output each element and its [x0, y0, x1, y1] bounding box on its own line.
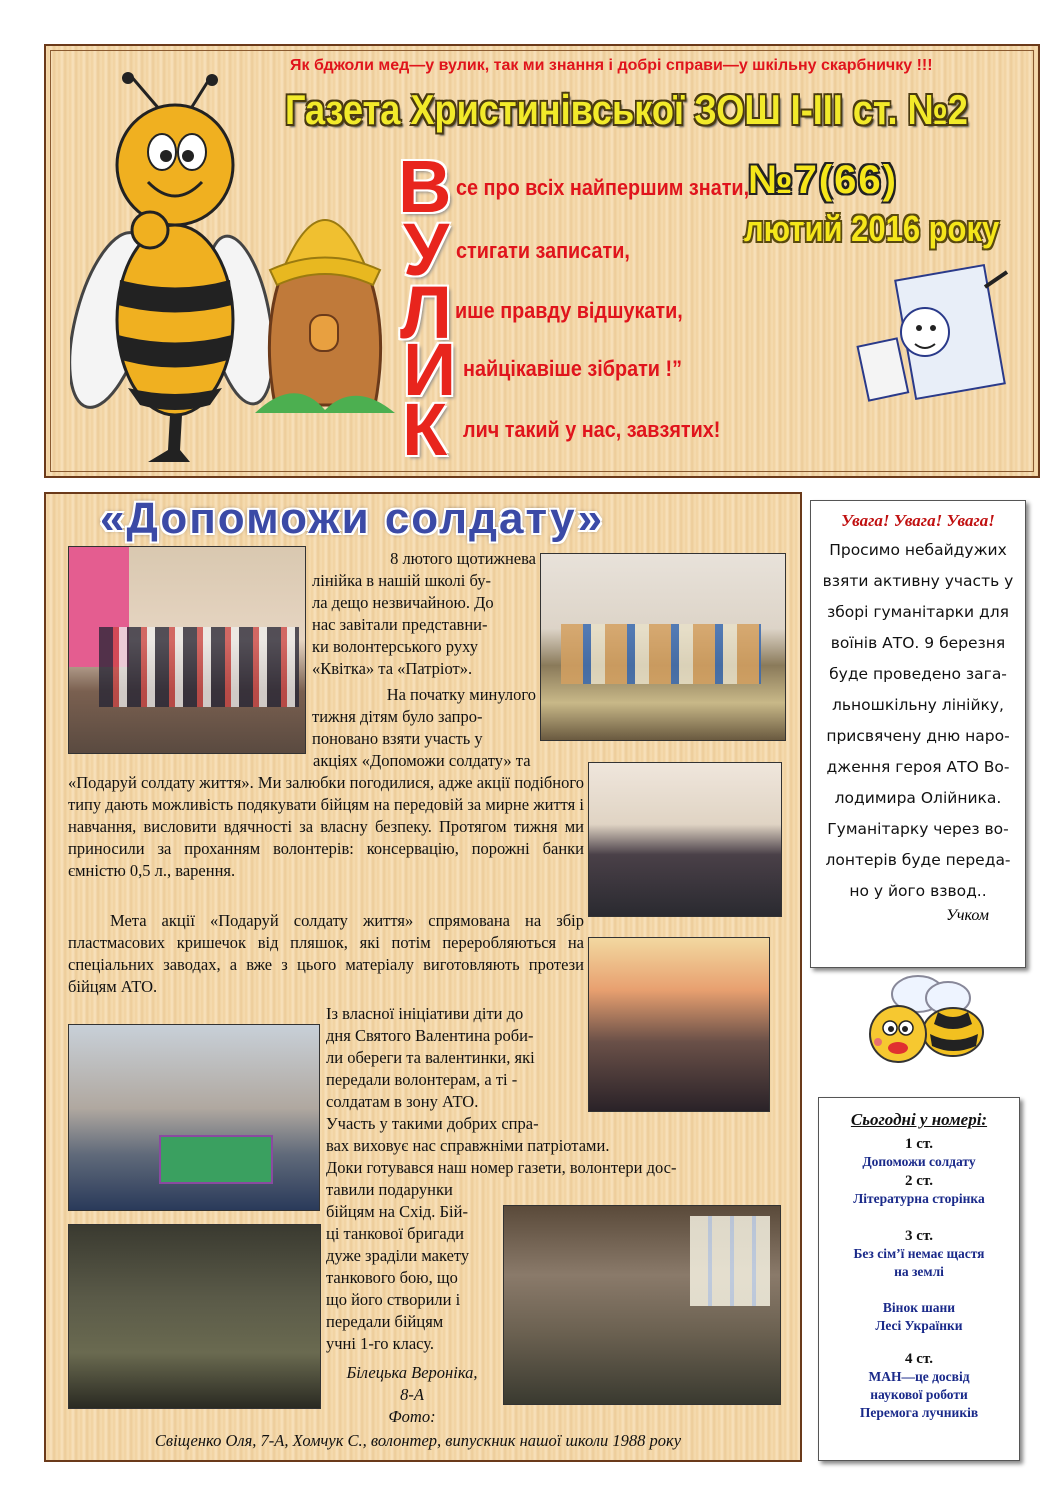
motto: Як бджоли мед—у вулик, так ми знання і добрі справи—у шкільну скарбничку !!! — [290, 57, 933, 74]
contents-item[interactable]: наукової роботи — [870, 1387, 968, 1402]
contents-page: 1 ст. — [905, 1136, 933, 1152]
notice-card — [810, 500, 1026, 968]
article-paragraph: 8 лютого щотижнева лінійка в нашій школі бу- ла дещо незвичайною. До нас завітали представни- ки волонтерського руху «Квітка» та «Патріот». — [312, 549, 536, 678]
small-bee-icon — [858, 972, 988, 1072]
contents-item[interactable]: Літературна сторінка — [853, 1191, 985, 1206]
article-paragraph: Із власної ініціативи діти до дня Святого Валентина роби- ли обереги та валентинки, які передали волонтерам, а ті - солдатам в зону АТО. Участь у такими добрих спра- — [326, 1004, 539, 1133]
contents-page: 2 ст. — [905, 1173, 933, 1189]
photo-volunteers-handover — [588, 762, 782, 917]
article-title: «Допоможи солдату» — [100, 494, 605, 543]
acrostic-letter: Л — [400, 271, 452, 354]
notice-signature: Учком — [946, 907, 989, 924]
contents-heading: Сьогодні у номері: — [850, 1110, 988, 1129]
contents-item[interactable]: Перемога лучників — [859, 1405, 979, 1420]
poem-line: лич такий у нас, завзятих! — [463, 417, 721, 442]
contents-item[interactable]: Лесі Українки — [875, 1318, 963, 1333]
article-line: вах виховує нас справжніми патріотами. — [326, 1136, 610, 1155]
newspaper-reporter-icon — [855, 262, 1020, 420]
photo-gathering-hall — [588, 937, 770, 1112]
notice-title: Увага! Увага! Увага! — [841, 511, 995, 530]
contents-page: 4 ст. — [905, 1351, 933, 1367]
beehive-icon — [255, 175, 395, 415]
article-paragraph: Мета акції «Подаруй солдату життя» спрямована на збір пластмасових кришечок від пляшок, які потім переробляються на спеціальних заводах, а вже з цього матеріалу виготовляють протези бійцям АТО. — [68, 911, 584, 996]
article-paragraph: «Подаруй солдату життя». Ми залюбки погодилися, адже акції подібного типу дають можливість подякувати бійцям на передовій за мирне життя і навчання, висловити вдячності за власну безпеку. Протягом тижня ми приносили за проханням волонтерів: консервацію, порожні банки ємністю 0,5 л., варення. — [68, 773, 584, 880]
poem-line: стигати записати, — [456, 238, 630, 263]
acrostic-letter: У — [403, 208, 450, 291]
acrostic-letter: В — [398, 145, 452, 228]
issue-date: лютий 2016 року — [744, 208, 1000, 249]
article-paragraph: тавили подарунки бійцям на Схід. Бій- ці танкової бригади дуже зраділи макету танкового бою, що що його створили і передали бійцям учні 1-го класу. — [326, 1180, 470, 1353]
contents-page: 3 ст. — [905, 1228, 933, 1244]
notice-body: Просимо небайдужих взяти активну участь у зборі гуманітарки для воїнів АТО. 9 березня буде проведено зага- льношкільну лінійку, присвячену дню наро- дження героя АТО Во- лодимира Олійника. Гуманітарку через во- лонтерів буде переда- но у його взвод.. — [822, 541, 1014, 900]
photo-credit: Свіщенко Оля, 7-А, Хомчук С., волонтер, випускник нашої школи 1988 року — [154, 1431, 682, 1450]
poem-line: се про всіх найпершим знати, — [456, 175, 750, 200]
photo-children-tank-model — [68, 1024, 320, 1211]
newspaper-school-title: Газета Христинівської ЗОШ І-ІІІ ст. №2 — [285, 86, 968, 133]
acrostic-letter: К — [402, 388, 448, 471]
contents-item[interactable]: Без сім’ї немає щастя — [853, 1246, 985, 1261]
bee-mascot-icon — [70, 70, 270, 470]
photo-children-assembly — [68, 546, 306, 754]
contents-item[interactable]: МАН—це досвід — [868, 1369, 970, 1384]
photo-donation-boxes — [540, 553, 786, 741]
photo-soldiers-group — [68, 1224, 321, 1409]
poem-line: найцікавіше зібрати !” — [463, 356, 682, 381]
acrostic-letter: И — [403, 328, 457, 411]
contents-item[interactable]: Вінок шани — [882, 1300, 956, 1315]
contents-item[interactable]: на землі — [894, 1264, 944, 1279]
article-line: акціях «Допоможи солдату» та — [313, 751, 531, 770]
contents-item[interactable]: Допоможи солдату — [862, 1154, 976, 1169]
article-line: Доки готувався наш номер газети, волонтери дос- — [326, 1158, 677, 1177]
table-of-contents — [818, 1097, 1020, 1461]
issue-number: №7(66) — [748, 158, 898, 202]
article-author: Білецька Вероніка, 8-А Фото: — [346, 1363, 478, 1426]
poem-line: ише правду відшукати, — [455, 298, 683, 323]
photo-soldiers-receiving-gift — [503, 1205, 781, 1405]
article-paragraph: На початку минулого тижня дітям було запро- поновано взяти участь у — [312, 685, 536, 748]
